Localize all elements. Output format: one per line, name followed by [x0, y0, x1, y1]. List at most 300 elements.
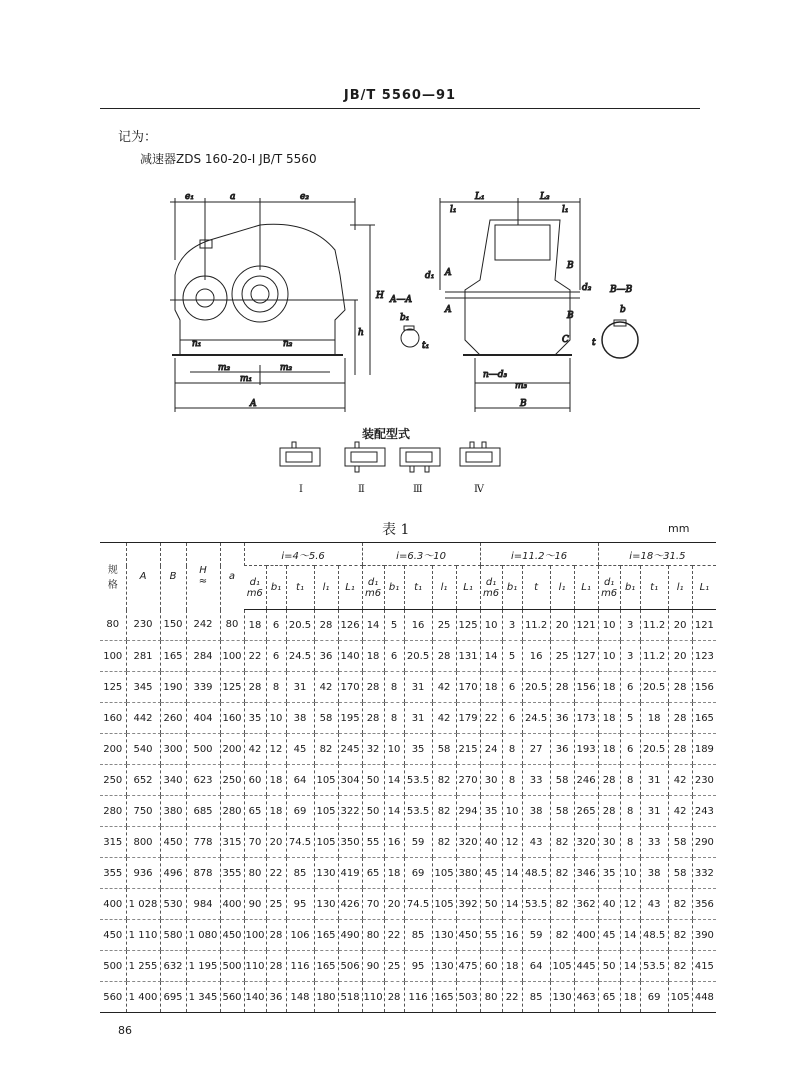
- table-cell: 18: [480, 672, 502, 703]
- table-cell: 22: [480, 703, 502, 734]
- gear-large-outer: [232, 266, 288, 322]
- table-cell: 20.5: [640, 734, 668, 765]
- table-cell: 10: [620, 858, 640, 889]
- table-cell: 110: [362, 982, 384, 1013]
- table-cell: 70: [244, 827, 266, 858]
- table-cell: 18: [598, 734, 620, 765]
- table-cell: 18: [384, 858, 404, 889]
- table-cell: 350: [338, 827, 362, 858]
- table-cell: 38: [286, 703, 314, 734]
- table-cell: 95: [286, 889, 314, 920]
- table-cell: 778: [186, 827, 220, 858]
- table-cell: 179: [456, 703, 480, 734]
- table-cell: 1 195: [186, 951, 220, 982]
- table-cell: 20.5: [640, 672, 668, 703]
- table-cell: 80: [220, 610, 244, 641]
- table-cell: 332: [692, 858, 716, 889]
- table-cell: 3: [502, 610, 522, 641]
- table-cell: 28: [384, 982, 404, 1013]
- table-cell: 130: [432, 951, 456, 982]
- table-cell: 22: [502, 982, 522, 1013]
- table-cell: 125: [456, 610, 480, 641]
- subcol-g3-5: L₁: [574, 566, 598, 610]
- table-cell: 25: [550, 641, 574, 672]
- table-cell: 442: [126, 703, 160, 734]
- table-cell: 355: [100, 858, 126, 889]
- table-cell: 126: [338, 610, 362, 641]
- group-1: i=4～5.6: [244, 543, 362, 566]
- table-cell: 131: [456, 641, 480, 672]
- table-cell: 106: [286, 920, 314, 951]
- table-cell: 200: [220, 734, 244, 765]
- table-cell: 245: [338, 734, 362, 765]
- table-cell: 392: [456, 889, 480, 920]
- table-cell: 85: [404, 920, 432, 951]
- table-cell: 10: [480, 610, 502, 641]
- table-cell: 82: [432, 796, 456, 827]
- table-cell: 346: [574, 858, 598, 889]
- table-cell: 14: [620, 951, 640, 982]
- table-cell: 58: [668, 827, 692, 858]
- table-cell: 28: [668, 703, 692, 734]
- table-cell: 243: [692, 796, 716, 827]
- table-row: [100, 734, 716, 765]
- table-cell: 193: [574, 734, 598, 765]
- table-cell: 170: [456, 672, 480, 703]
- table-cell: 53.5: [522, 889, 550, 920]
- table-cell: 380: [160, 796, 186, 827]
- table-cell: 58: [668, 858, 692, 889]
- table-cell: 400: [100, 889, 126, 920]
- svg-text:l₁: l₁: [562, 205, 569, 215]
- table-cell: 14: [502, 858, 522, 889]
- table-cell: 165: [432, 982, 456, 1013]
- table-cell: 400: [220, 889, 244, 920]
- table-cell: 80: [480, 982, 502, 1013]
- table-cell: 450: [220, 920, 244, 951]
- table-cell: 123: [692, 641, 716, 672]
- table-cell: 82: [668, 920, 692, 951]
- table-cell: 750: [126, 796, 160, 827]
- table-cell: 125: [100, 672, 126, 703]
- table-cell: 35: [480, 796, 502, 827]
- table-cell: 50: [362, 765, 384, 796]
- table-cell: 8: [502, 765, 522, 796]
- table-cell: 14: [480, 641, 502, 672]
- table-cell: 1 400: [126, 982, 160, 1013]
- table-cell: 10: [502, 796, 522, 827]
- svg-text:a: a: [230, 192, 236, 202]
- svg-text:t: t: [592, 338, 596, 348]
- table-cell: 50: [598, 951, 620, 982]
- table-cell: 65: [598, 982, 620, 1013]
- assembly-type-3: Ⅲ: [413, 484, 423, 495]
- table-cell: 28: [598, 796, 620, 827]
- table-cell: 18: [244, 610, 266, 641]
- table-cell: 390: [692, 920, 716, 951]
- table-cell: 82: [550, 889, 574, 920]
- table-cell: 140: [244, 982, 266, 1013]
- spec-table: [100, 542, 716, 1013]
- table-cell: 14: [620, 920, 640, 951]
- table-row: [100, 610, 716, 641]
- col-A: A: [126, 543, 160, 610]
- table-cell: 426: [338, 889, 362, 920]
- table-cell: 82: [432, 827, 456, 858]
- table-cell: 43: [522, 827, 550, 858]
- page-number: 86: [118, 1024, 132, 1037]
- table-cell: 105: [668, 982, 692, 1013]
- table-cell: 116: [404, 982, 432, 1013]
- table-cell: 18: [640, 703, 668, 734]
- table-cell: 121: [692, 610, 716, 641]
- table-row: [100, 858, 716, 889]
- table-cell: 3: [620, 641, 640, 672]
- assembly-type-4: Ⅳ: [474, 484, 484, 495]
- table-cell: 8: [266, 672, 286, 703]
- subcol-g4-5: L₁: [692, 566, 716, 610]
- table-row: [100, 920, 716, 951]
- table-cell: 5: [502, 641, 522, 672]
- table-cell: 48.5: [640, 920, 668, 951]
- table-row: [100, 889, 716, 920]
- table-cell: 355: [220, 858, 244, 889]
- table-cell: 8: [620, 765, 640, 796]
- table-cell: 11.2: [640, 641, 668, 672]
- table-cell: 1 028: [126, 889, 160, 920]
- table-cell: 116: [286, 951, 314, 982]
- table-cell: 31: [404, 703, 432, 734]
- table-cell: 28: [266, 951, 286, 982]
- table-cell: 60: [480, 951, 502, 982]
- table-cell: 35: [404, 734, 432, 765]
- table-cell: 280: [220, 796, 244, 827]
- svg-text:m₂: m₂: [280, 363, 293, 373]
- table-cell: 74.5: [404, 889, 432, 920]
- svg-text:B—B: B—B: [610, 285, 633, 295]
- table-cell: 12: [502, 827, 522, 858]
- table-cell: 165: [160, 641, 186, 672]
- table-cell: 110: [244, 951, 266, 982]
- table-cell: 18: [266, 796, 286, 827]
- table-cell: 540: [126, 734, 160, 765]
- standard-header: JB/T 5560—91: [343, 88, 457, 103]
- table-cell: 560: [220, 982, 244, 1013]
- table-cell: 42: [668, 765, 692, 796]
- table-cell: 18: [598, 703, 620, 734]
- table-cell: 339: [186, 672, 220, 703]
- table-cell: 173: [574, 703, 598, 734]
- table-cell: 82: [668, 889, 692, 920]
- table-cell: 100: [244, 920, 266, 951]
- svg-text:e₁: e₁: [185, 192, 194, 202]
- subcol-g3-2: b₁: [502, 566, 522, 610]
- table-cell: 450: [100, 920, 126, 951]
- table-cell: 8: [384, 672, 404, 703]
- table-cell: 320: [574, 827, 598, 858]
- table-cell: 82: [668, 951, 692, 982]
- example-designation: 减速器ZDS 160-20-Ⅰ JB/T 5560: [140, 152, 317, 166]
- table-cell: 55: [362, 827, 384, 858]
- table-cell: 90: [244, 889, 266, 920]
- table-cell: 121: [574, 610, 598, 641]
- table-cell: 632: [160, 951, 186, 982]
- table-cell: 80: [244, 858, 266, 889]
- svg-text:e₂: e₂: [300, 192, 309, 202]
- subcol-g4-1: d₁ m6: [598, 566, 620, 610]
- table-cell: 90: [362, 951, 384, 982]
- table-cell: 105: [314, 796, 338, 827]
- table-cell: 24.5: [286, 641, 314, 672]
- table-cell: 300: [160, 734, 186, 765]
- table-cell: 45: [286, 734, 314, 765]
- table-cell: 445: [574, 951, 598, 982]
- table-cell: 250: [220, 765, 244, 796]
- table-row: [100, 982, 716, 1013]
- table-cell: 356: [692, 889, 716, 920]
- table-cell: 20: [384, 889, 404, 920]
- table-cell: 340: [160, 765, 186, 796]
- col-H: H ≈: [186, 543, 220, 610]
- svg-text:A: A: [445, 305, 452, 315]
- table-cell: 8: [620, 796, 640, 827]
- table-cell: 20: [668, 610, 692, 641]
- table-cell: 74.5: [286, 827, 314, 858]
- table-cell: 18: [266, 765, 286, 796]
- table-cell: 160: [100, 703, 126, 734]
- svg-text:L₁: L₁: [475, 192, 485, 202]
- table-cell: 215: [456, 734, 480, 765]
- table-cell: 463: [574, 982, 598, 1013]
- table-cell: 31: [640, 765, 668, 796]
- table-cell: 984: [186, 889, 220, 920]
- gear-small-outer: [183, 276, 227, 320]
- table-cell: 25: [266, 889, 286, 920]
- table-cell: 50: [362, 796, 384, 827]
- svg-text:h: h: [358, 328, 364, 338]
- table-cell: 14: [362, 610, 384, 641]
- table-cell: 503: [456, 982, 480, 1013]
- table-cell: 32: [362, 734, 384, 765]
- table-cell: 105: [432, 858, 456, 889]
- table-cell: 12: [620, 889, 640, 920]
- svg-text:n₁: n₁: [192, 339, 202, 349]
- table-row: [100, 765, 716, 796]
- table-cell: 6: [502, 672, 522, 703]
- table-cell: 165: [314, 920, 338, 951]
- subcol-g4-3: t₁: [640, 566, 668, 610]
- table-cell: 6: [266, 641, 286, 672]
- table-cell: 16: [384, 827, 404, 858]
- subcol-g1-4: l₁: [314, 566, 338, 610]
- table-cell: 1 255: [126, 951, 160, 982]
- table-cell: 1 345: [186, 982, 220, 1013]
- subcol-g1-1: d₁ m6: [244, 566, 266, 610]
- table-cell: 30: [480, 765, 502, 796]
- table-cell: 53.5: [404, 765, 432, 796]
- table-cell: 28: [668, 734, 692, 765]
- table-cell: 42: [432, 703, 456, 734]
- table-cell: 260: [160, 703, 186, 734]
- table-cell: 31: [404, 672, 432, 703]
- table-cell: 65: [362, 858, 384, 889]
- svg-text:B: B: [567, 311, 574, 321]
- table-cell: 12: [266, 734, 286, 765]
- table-cell: 246: [574, 765, 598, 796]
- table-cell: 16: [502, 920, 522, 951]
- table-cell: 40: [480, 827, 502, 858]
- table-cell: 82: [550, 827, 574, 858]
- table-cell: 16: [522, 641, 550, 672]
- table-cell: 59: [522, 920, 550, 951]
- group-2: i=6.3～10: [362, 543, 480, 566]
- table-cell: 105: [432, 889, 456, 920]
- table-cell: 65: [244, 796, 266, 827]
- col-a: a: [220, 543, 244, 610]
- table-cell: 195: [338, 703, 362, 734]
- table-cell: 18: [362, 641, 384, 672]
- subcol-g2-3: t₁: [404, 566, 432, 610]
- table-cell: 100: [100, 641, 126, 672]
- table-cell: 38: [640, 858, 668, 889]
- table-cell: 150: [160, 610, 186, 641]
- table-cell: 685: [186, 796, 220, 827]
- table-cell: 28: [668, 672, 692, 703]
- table-cell: 160: [220, 703, 244, 734]
- table-cell: 130: [314, 858, 338, 889]
- subcol-g1-5: L₁: [338, 566, 362, 610]
- table-cell: 6: [620, 672, 640, 703]
- table-cell: 230: [126, 610, 160, 641]
- table-cell: 404: [186, 703, 220, 734]
- table-cell: 24: [480, 734, 502, 765]
- subcol-g4-4: l₁: [668, 566, 692, 610]
- table-cell: 82: [550, 920, 574, 951]
- table-cell: 53.5: [640, 951, 668, 982]
- table-cell: 70: [362, 889, 384, 920]
- subcol-g3-4: l₁: [550, 566, 574, 610]
- table-cell: 100: [220, 641, 244, 672]
- table-cell: 6: [266, 610, 286, 641]
- svg-text:d₂: d₂: [582, 283, 592, 293]
- table-cell: 14: [502, 889, 522, 920]
- svg-text:n₂: n₂: [283, 339, 293, 349]
- subcol-g2-2: b₁: [384, 566, 404, 610]
- table-cell: 42: [314, 672, 338, 703]
- table-cell: 695: [160, 982, 186, 1013]
- group-3: i=11.2～16: [480, 543, 598, 566]
- svg-text:m₁: m₁: [240, 374, 253, 384]
- table-cell: 415: [692, 951, 716, 982]
- table-cell: 28: [598, 765, 620, 796]
- table-cell: 25: [432, 610, 456, 641]
- table-cell: 230: [692, 765, 716, 796]
- table-cell: 14: [384, 765, 404, 796]
- table-cell: 40: [598, 889, 620, 920]
- table-cell: 362: [574, 889, 598, 920]
- table-cell: 64: [522, 951, 550, 982]
- table-cell: 250: [100, 765, 126, 796]
- svg-text:H: H: [376, 291, 384, 301]
- table-cell: 506: [338, 951, 362, 982]
- table-cell: 189: [692, 734, 716, 765]
- table-cell: 11.2: [522, 610, 550, 641]
- svg-text:n—d₃: n—d₃: [483, 370, 508, 380]
- table-cell: 85: [286, 858, 314, 889]
- table-cell: 20.5: [522, 672, 550, 703]
- svg-text:A: A: [250, 399, 257, 409]
- table-cell: 28: [244, 672, 266, 703]
- assembly-type-1: Ⅰ: [299, 484, 303, 495]
- table-cell: 50: [480, 889, 502, 920]
- table-cell: 270: [456, 765, 480, 796]
- table-cell: 500: [220, 951, 244, 982]
- svg-text:m₂: m₂: [218, 363, 231, 373]
- table-cell: 322: [338, 796, 362, 827]
- table-cell: 55: [480, 920, 502, 951]
- table-cell: 24.5: [522, 703, 550, 734]
- table-cell: 450: [456, 920, 480, 951]
- svg-text:C: C: [562, 335, 569, 345]
- col-spec: 规 格: [100, 543, 126, 610]
- table-cell: 8: [502, 734, 522, 765]
- svg-text:b: b: [620, 305, 626, 315]
- table-cell: 140: [338, 641, 362, 672]
- table-cell: 1 080: [186, 920, 220, 951]
- table-cell: 36: [314, 641, 338, 672]
- side-housing: [465, 220, 570, 355]
- svg-text:B: B: [567, 261, 574, 271]
- table-cell: 58: [550, 765, 574, 796]
- table-cell: 69: [640, 982, 668, 1013]
- table-cell: 28: [432, 641, 456, 672]
- table-cell: 105: [314, 827, 338, 858]
- table-cell: 125: [220, 672, 244, 703]
- table-cell: 64: [286, 765, 314, 796]
- table-cell: 170: [338, 672, 362, 703]
- table-cell: 18: [620, 982, 640, 1013]
- table-cell: 156: [692, 672, 716, 703]
- table-cell: 500: [186, 734, 220, 765]
- table-cell: 36: [266, 982, 286, 1013]
- table-cell: 33: [522, 765, 550, 796]
- table-cell: 82: [314, 734, 338, 765]
- gear-large-mid: [242, 276, 278, 312]
- table-cell: 20: [550, 610, 574, 641]
- table-cell: 85: [522, 982, 550, 1013]
- gear-small-inner: [196, 289, 214, 307]
- table-cell: 30: [598, 827, 620, 858]
- table-cell: 31: [640, 796, 668, 827]
- assembly-type-2: Ⅱ: [358, 484, 365, 495]
- assembly-types: [270, 440, 530, 476]
- table-cell: 180: [314, 982, 338, 1013]
- table-title: 表 1: [382, 522, 410, 538]
- table-cell: 28: [362, 672, 384, 703]
- table-cell: 496: [160, 858, 186, 889]
- table-cell: 315: [100, 827, 126, 858]
- svg-text:b₁: b₁: [400, 313, 410, 323]
- table-cell: 16: [404, 610, 432, 641]
- svg-text:A—A: A—A: [390, 295, 412, 305]
- table-cell: 105: [550, 951, 574, 982]
- subcol-g2-1: d₁ m6: [362, 566, 384, 610]
- table-cell: 80: [362, 920, 384, 951]
- table-cell: 530: [160, 889, 186, 920]
- table-cell: 8: [620, 827, 640, 858]
- table-cell: 500: [100, 951, 126, 982]
- table-cell: 35: [598, 858, 620, 889]
